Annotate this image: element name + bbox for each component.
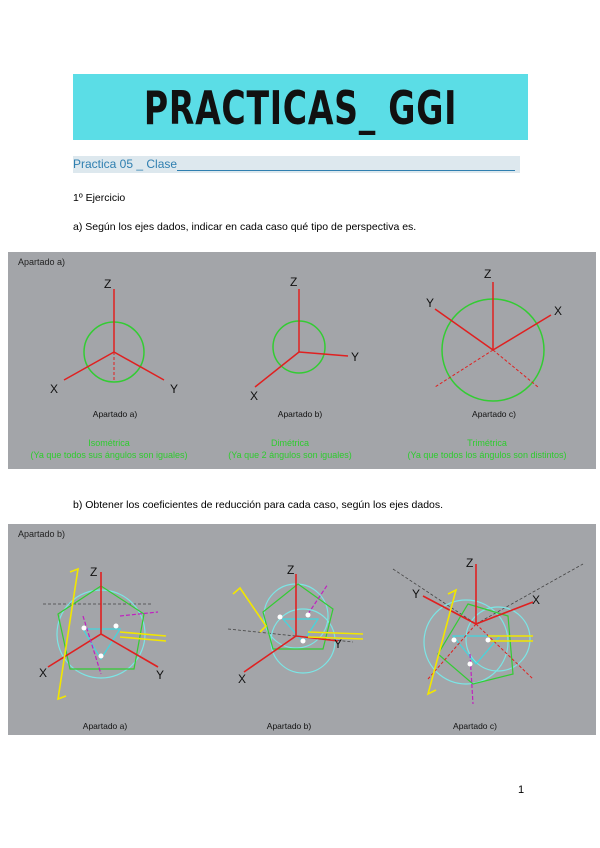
svg-text:Y: Y [412,587,421,601]
fig-a-panel-c-axes [426,267,562,401]
fig-b-caption-c: Apartado c) [453,721,497,731]
svg-text:X: X [532,593,541,607]
title-banner [73,74,528,140]
answer-b-reason: (Ya que 2 ángulos son iguales) [228,450,352,460]
svg-text:Y: Y [334,637,343,651]
subtitle [73,157,515,171]
fig-b-panel-b-construction [228,563,363,686]
fig-b-panel-c-construction [393,556,583,704]
figure-a-title: Apartado a) [18,257,66,267]
page-title: PRACTICAS_ GGI [143,81,458,135]
fig-b-panel-a-construction [39,565,166,699]
svg-text:Z: Z [466,556,474,570]
fig-a-answer-b [228,437,351,461]
fig-a-panel-a-axes [50,277,178,396]
page-number: 1 [518,784,525,796]
answer-c-reason: (Ya que todos los ángulos son distintos) [407,450,567,460]
svg-text:Z: Z [287,563,295,577]
svg-text:Y: Y [426,296,435,310]
svg-text:X: X [238,672,247,686]
subtitle-underline [177,159,515,171]
instruction-b: b) Obtener los coeficientes de reducción para cada caso, según los ejes dados. [73,499,444,511]
svg-text:Y: Y [351,350,360,364]
subtitle-text: Practica 05 _ Clase [73,157,178,171]
figure-a [8,252,596,469]
figure-b-drawing [8,524,596,735]
svg-text:Z: Z [484,267,492,281]
figure-b-title: Apartado b) [18,529,66,539]
svg-text:X: X [554,304,563,318]
svg-text:X: X [250,389,259,403]
exercise-heading: 1º Ejercicio [73,192,126,204]
svg-text:Z: Z [90,565,98,579]
svg-text:Y: Y [156,668,165,682]
fig-a-caption-c: Apartado c) [472,409,516,419]
svg-text:Z: Z [290,275,298,289]
fig-a-answer-a [31,437,188,461]
fig-a-panel-b-axes [250,275,359,403]
fig-a-answer-c [408,437,567,461]
svg-text:X: X [39,666,48,680]
svg-text:Z: Z [104,277,112,291]
fig-a-caption-b: Apartado b) [277,409,323,419]
svg-text:X: X [50,382,59,396]
answer-a-name: Isométrica [88,438,130,448]
instruction-a: a) Según los ejes dados, indicar en cada caso qué tipo de perspectiva es. [73,221,417,233]
svg-text:Y: Y [170,382,179,396]
fig-b-caption-b: Apartado b) [266,721,312,731]
answer-b-name: Dimétrica [270,438,310,448]
answer-a-reason: (Ya que todos sus ángulos son iguales) [30,450,188,460]
answer-c-name: Trimétrica [467,438,507,448]
fig-a-caption-a: Apartado a) [92,409,138,419]
figure-b [8,524,596,735]
fig-b-caption-a: Apartado a) [82,721,128,731]
